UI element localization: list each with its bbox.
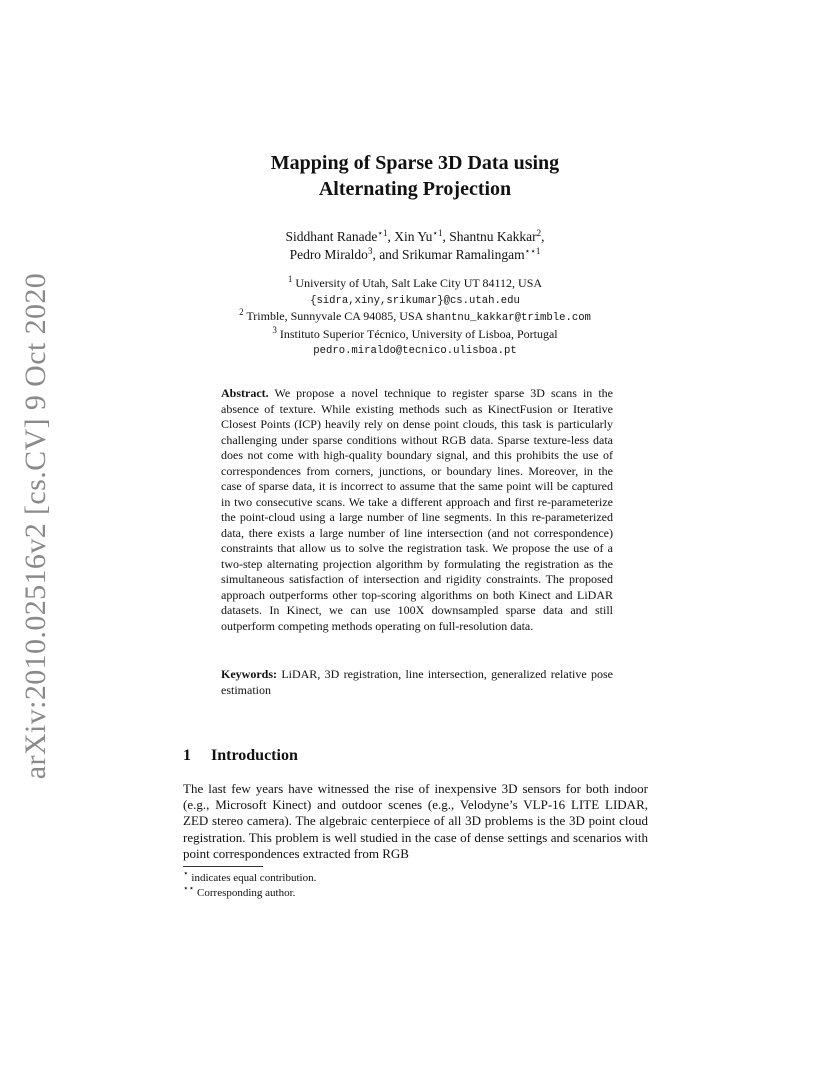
affiliation-text: Trimble, Sunnyvale CA 94085, USA <box>246 309 423 323</box>
author-name: Siddhant Ranade <box>285 229 378 244</box>
footnote-text: Corresponding author. <box>197 886 296 899</box>
abstract-text: We propose a novel technique to register sparse 3D scans in the absence of texture. While existing methods such as KinectFusion or Iterative Closest Points (ICP) heavily rely on dense point clouds, this task is particularly challenging under sparse conditions without RGB data. Sparse texture-less data does not come with high-quality boundary signal, and this prohibits the use of correspondences from corners, junctions, or boundary lines. Moreover, in the case of sparse data, it is incorrect to assume that the same point will be captured in two consecutive scans. We take a different approach and first re-parameterize the point-cloud using a large number of line segments. In this re-parameterized data, there exists a large number of line intersection (and not correspondence) constraints that allow us to solve the registration task. We propose the use of a two-step alternating projection algorithm by formulating the registration as the simultaneous satisfaction of intersection and rigidity constraints. The proposed approach outperforms other top-scoring algorithms on both Kinect and LiDAR datasets. In Kinect, we can use 100X downsampled sparse data and still outperform competing methods operating on full-resolution data. <box>221 386 613 633</box>
abstract <box>221 386 613 634</box>
section-number: 1 <box>183 747 191 764</box>
section-heading-introduction <box>183 745 298 767</box>
introduction-paragraph: The last few years have witnessed the rise of inexpensive 3D sensors for both indoor (e.g., Microsoft Kinect) and outdoor scenes (e.g., Velodyne’s VLP-16 LITE LIDAR, ZED stereo camera). The algebraic centerpiece of all 3D problems is the 3D point cloud registration. This problem is well studied in the case of dense settings and scenarios with point correspondences extracted from RGB <box>183 781 648 861</box>
keywords-label: Keywords: <box>221 667 277 681</box>
title-line-2: Alternating Projection <box>318 178 512 200</box>
footnote-mark: ⋆⋆ <box>183 882 195 893</box>
author-name: Pedro Miraldo <box>289 247 368 262</box>
email-address[interactable]: shantnu_kakkar@trimble.com <box>425 312 591 324</box>
affiliation-1-email[interactable] <box>180 292 650 310</box>
author-name: , and Srikumar Ramalingam <box>372 247 525 262</box>
affiliation-3-email[interactable] <box>180 342 650 360</box>
affiliation-2 <box>180 309 650 327</box>
title-line-1: Mapping of Sparse 3D Data using <box>270 152 560 174</box>
affiliation-mark: 1 <box>287 274 293 284</box>
email-address[interactable]: pedro.miraldo@tecnico.ulisboa.pt <box>313 345 517 357</box>
section-title: Introduction <box>211 747 298 764</box>
footnote-2 <box>183 882 648 901</box>
footnote-mark: ⋆ <box>183 868 189 878</box>
author-separator: , <box>541 229 545 244</box>
author-name: , Xin Yu <box>387 229 433 244</box>
author-mark: 2 <box>536 228 542 238</box>
affiliations <box>180 276 650 360</box>
footnote-rule <box>183 866 263 867</box>
author-list <box>190 228 640 264</box>
footnote-1 <box>183 868 648 886</box>
paper-title <box>180 150 650 202</box>
author-mark: ⋆1 <box>432 228 443 238</box>
affiliation-text: University of Utah, Salt Lake City UT 84112, USA <box>295 276 543 290</box>
abstract-label: Abstract. <box>221 386 269 400</box>
affiliation-3 <box>180 324 650 343</box>
email-address[interactable]: {sidra,xiny,srikumar}@cs.utah.edu <box>310 294 520 307</box>
author-line-2 <box>190 246 640 264</box>
author-mark: ⋆⋆1 <box>524 246 541 256</box>
keywords-text: LiDAR, 3D registration, line intersection, generalized relative pose estimation <box>221 667 614 697</box>
arxiv-identifier-stamp: arXiv:2010.02516v2 [cs.CV] 9 Oct 2020 <box>19 272 52 780</box>
affiliation-mark: 3 <box>272 324 277 335</box>
keywords <box>221 667 613 698</box>
author-line-1 <box>190 228 640 246</box>
affiliation-mark: 2 <box>239 307 244 317</box>
author-mark: ⋆1 <box>377 228 388 238</box>
affiliation-1 <box>180 276 650 292</box>
affiliation-text: Instituto Superior Técnico, University of Lisboa, Portugal <box>279 326 558 341</box>
author-mark: 3 <box>367 246 373 256</box>
footnote-text: indicates equal contribution. <box>191 872 317 884</box>
author-name: , Shantnu Kakkar <box>442 229 537 244</box>
footnotes <box>183 868 648 900</box>
